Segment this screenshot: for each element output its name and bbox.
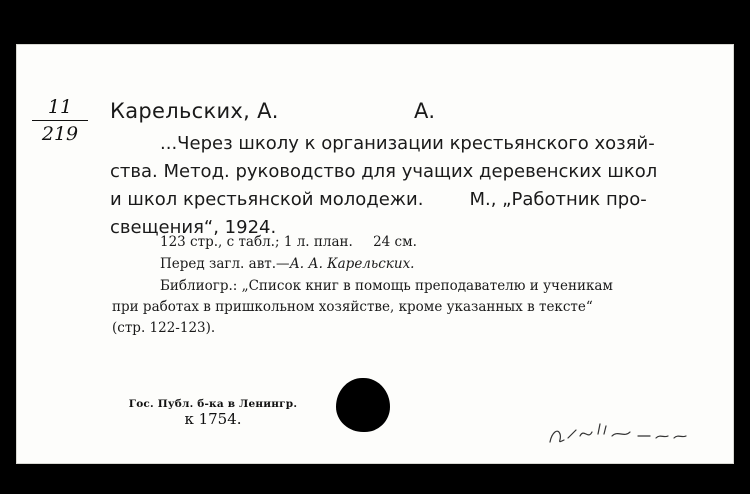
shelfmark-top: 11 xyxy=(47,96,73,118)
handwritten-note xyxy=(546,420,706,448)
author-initial: А. xyxy=(414,99,436,123)
size: 24 см. xyxy=(373,234,417,250)
title-line-2: ства. Метод. руководство для учащих деревенских школ xyxy=(110,161,658,182)
biblio-line-2: при работах в пришкольном хозяйстве, кроме указанных в тексте“ xyxy=(112,299,593,315)
title-line-3: и школ крестьянской молодежи. xyxy=(110,189,424,210)
responsibility-note xyxy=(160,256,414,272)
physical-description xyxy=(160,234,417,250)
pages: 123 стр., с табл.; xyxy=(160,234,280,250)
shelfmark-bottom: 219 xyxy=(41,123,79,145)
author-heading: Карельских, А. xyxy=(110,99,279,123)
title-line-3-wrap xyxy=(110,186,675,214)
library-stamp xyxy=(118,398,308,428)
title-line-5: свещения“, 1924. xyxy=(110,217,277,238)
bibliography-note xyxy=(112,276,682,339)
title-line-1: ...Через школу к организации крестьянского хозяй- xyxy=(160,133,655,154)
shelfmark-divider xyxy=(32,120,88,121)
biblio-line-1: Библиогр.: „Список книг в помощь преподавателю и ученикам xyxy=(160,278,613,294)
title-description xyxy=(110,130,675,242)
biblio-line-3: (стр. 122-123). xyxy=(112,320,216,336)
responsibility-prefix: Перед загл. авт.— xyxy=(160,256,290,272)
publisher-line: М., „Работник про- xyxy=(469,189,647,210)
stamp-library: Гос. Публ. б-ка в Ленингр. xyxy=(128,398,298,410)
plans: 1 л. план. xyxy=(283,234,353,250)
shelfmark xyxy=(30,96,90,145)
stamp-number: к 1754. xyxy=(184,410,242,428)
punch-hole xyxy=(336,378,390,432)
responsibility-name: А. А. Карельских. xyxy=(289,256,415,272)
